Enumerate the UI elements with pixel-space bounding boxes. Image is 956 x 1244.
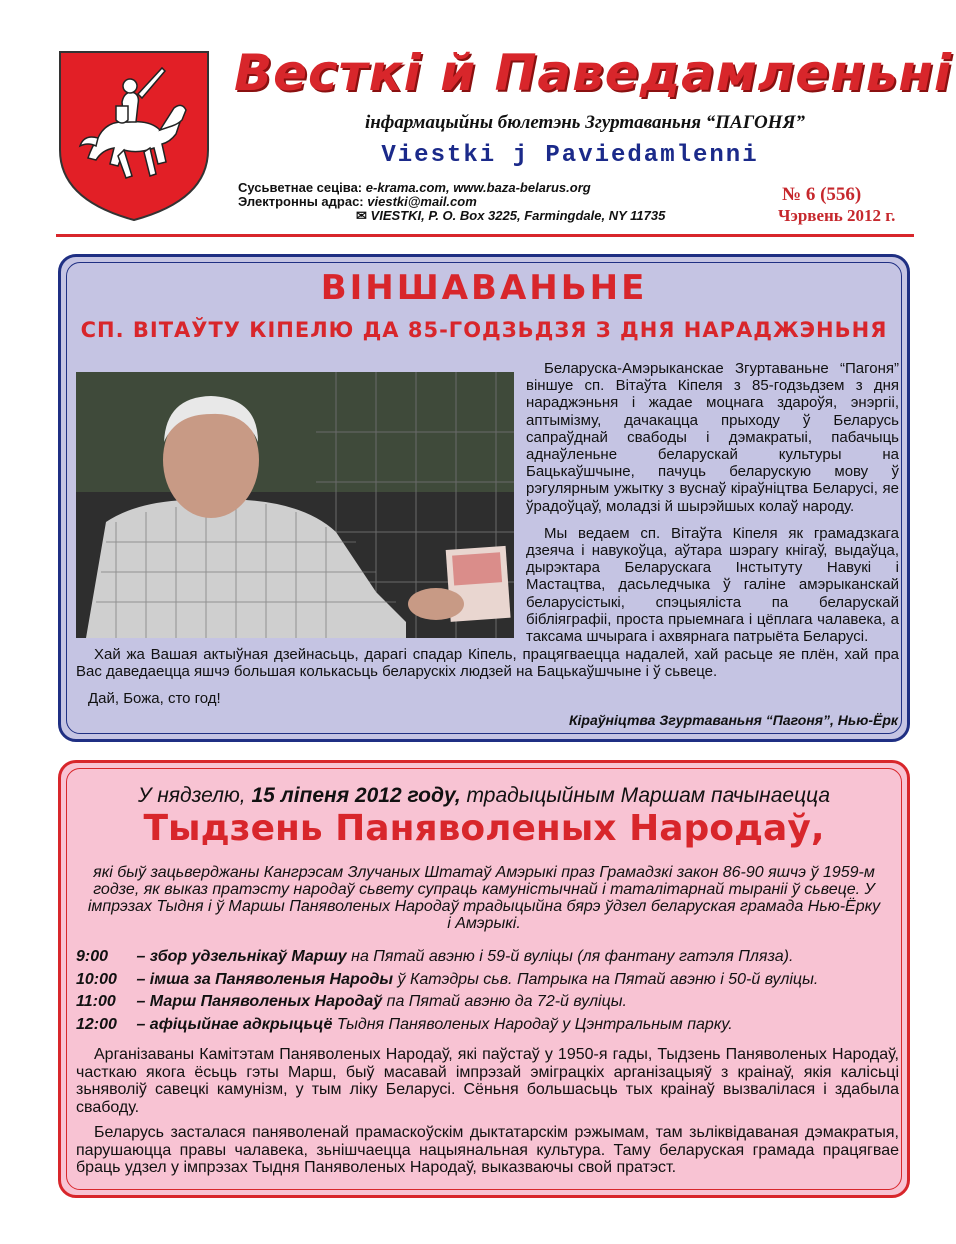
greeting-closing: Дай, Божа, сто год! <box>88 690 221 707</box>
schedule-event: – збор удзельнікаў Маршу <box>136 948 347 965</box>
web-link[interactable]: e-krama.com, www.baza-belarus.org <box>365 180 591 195</box>
schedule-time: 10:00 <box>76 970 117 988</box>
postal-address: VIESTKI, P. O. Box 3225, Farmingdale, NY 11735 <box>370 208 666 223</box>
event-intro-a: У нядзелю, <box>137 784 246 807</box>
event-title: Тыдзень Паняволеных Народаў, <box>143 808 825 849</box>
schedule-place: Тыдня Паняволеных Народаў у Цэнтральным парку. <box>336 1015 733 1033</box>
portrait-photo <box>76 372 514 638</box>
greeting-subtitle: СП. ВІТАЎТУ КІПЕЛЮ ДА 85-ГОДЗЬДЗЯ З ДНЯ НАРАДЖЭНЬНЯ <box>80 318 888 342</box>
masthead-title: Весткі й Паведамленьні <box>234 44 953 102</box>
schedule-row <box>76 991 906 1014</box>
schedule-time: 12:00 <box>76 1015 117 1033</box>
event-body <box>76 1046 899 1185</box>
event-intro <box>60 784 908 808</box>
envelope-icon: ✉ <box>356 208 367 223</box>
greeting-paragraph-3: Хай жа Вашая актыўная дзейнасьць, дарагі спадар Кіпель, працягваецца надалей, хай расьце яе плён, хай пра Вас даведаецца яшчэ большая колькасьць беларускіх людзей на Бацькаўшчыне і ў сьвеце. <box>76 646 899 681</box>
web-label: Сусьветнае сеціва: <box>238 180 363 195</box>
schedule-event: – афіцыйнае адкрыцьцё <box>136 1015 333 1033</box>
email-link[interactable]: viestki@mail.com <box>367 194 477 209</box>
event-description: які быў зацьверджаны Кангрэсам Злучаных Штатаў Амэрыкі праз Грамадзкі закон 86-90 яшчэ ў 1959-м годзе, як выказ пратэсту народаў сьвету супраць камуністычнай і таталітарнай тырaніі ў сьвеце. У імпрэзах Тыдня і ў Маршы Паняволеных Народаў традыцыйна бярэ ўдзел беларуская грамада Нью-Ёрку і Амэрыкі. <box>87 864 881 932</box>
postal-line <box>356 208 665 223</box>
event-schedule <box>76 946 906 1036</box>
schedule-time: 11:00 <box>76 993 116 1010</box>
event-date: 15 ліпеня 2012 году, <box>251 784 461 807</box>
schedule-event: – імша за Паняволеныя Народы <box>136 970 394 988</box>
pahonia-emblem <box>58 50 210 222</box>
schedule-row <box>76 969 906 992</box>
issue-date: Чэрвень 2012 г. <box>778 206 896 225</box>
header-divider <box>56 234 914 237</box>
greeting-paragraph-1: Беларуска-Амэрыканскае Згуртаваньне “Пагоня” віншуе сп. Вітаўта Кіпеля з 85-годзьдзем з дня нараджэньня і жадае моцнага здароўя, энэргіі, аптымізму, дачакацца прыходу ў Беларусь сапраўднай свабоды і дэмакратыі, пабачыць аднаўленьне беларускай культуры на Бацькаўшчыне, пачуць беларускую мову ў рэгулярным ужытку з вуснаў кіраўніцтва Беларусі, яе ўрадоўцаў, моладзі й шырэйшых колаў народу. <box>526 360 899 515</box>
masthead-subtitle: інфармацыйны бюлетэнь Згуртаваньня “ПАГОНЯ” <box>364 112 806 133</box>
greeting-title: ВІНШАВАНЬНЕ <box>320 268 648 308</box>
greeting-column <box>526 360 899 655</box>
schedule-place: на Пятай авэню і 59-й вуліцы (ля фантану гатэля Пляза). <box>351 948 794 965</box>
event-paragraph-2: Беларусь засталася паняволенай прамаскоўскім дыктатарскім рэжымам, там зьліквідаваная дэмакратыя, парушаюцца правы чалавека, зьнішчаецца нацыянальная культура. Таму беларуская грамада працягвае браць удзел у імпрэзах Тыдня Паняволеных Народаў, выказваючы свой пратэст. <box>76 1124 899 1176</box>
latin-title: Viestki j Paviedamlenni <box>381 142 759 169</box>
email-line <box>238 194 477 209</box>
schedule-place: па Пятай авэню да 72-й вуліцы. <box>386 993 627 1010</box>
schedule-place: ў Катэдры сьв. Патрыка на Пятай авэню і 50-й вуліцы. <box>397 970 819 988</box>
issue-number: № 6 (556) <box>782 184 862 205</box>
schedule-event: – Марш Паняволеных Народаў <box>136 993 383 1010</box>
event-paragraph-1: Арганізаваны Камітэтам Паняволеных Народаў, які паўстаў у 1950-я гады, Тыдзень Паняволеных Народаў, часткаю якога ёсьць гэты Марш, быў масавай імпрэзай эміграцкіх арганізацыяў з краінаў, якія калісьці зьняволіў савецкі камунізм, у тым ліку Беларусі. Сёньня большасьць тых краінаў вызвалілася і здабыла свабоду. <box>76 1046 899 1116</box>
web-line <box>238 180 591 195</box>
event-intro-b: традыцыйным Маршам пачынаецца <box>466 784 831 807</box>
schedule-row <box>76 946 906 969</box>
schedule-time: 9:00 <box>76 948 109 965</box>
greeting-paragraph-2: Мы ведаем сп. Вітаўта Кіпеля як грамадзкага дзеяча і навукоўца, аўтара шэрагу кнігаў, выдаўца, дырэктара Беларускага Інстытуту Навукі і Мастацтва, дасьледчыка ў галіне амэрыканскай беларусістыкі, спэцыяліста па беларускай бібліяграфіі, проста прыемнага і цёплага чалавека, а таксама шчырага і ахвярнага патрыёта Беларусі. <box>526 524 899 646</box>
schedule-row <box>76 1014 906 1037</box>
email-label: Электронны адрас: <box>238 194 364 209</box>
greeting-signature: Кіраўніцтва Згуртаваньня “Пагоня”, Нью-Ёрк <box>568 712 898 728</box>
